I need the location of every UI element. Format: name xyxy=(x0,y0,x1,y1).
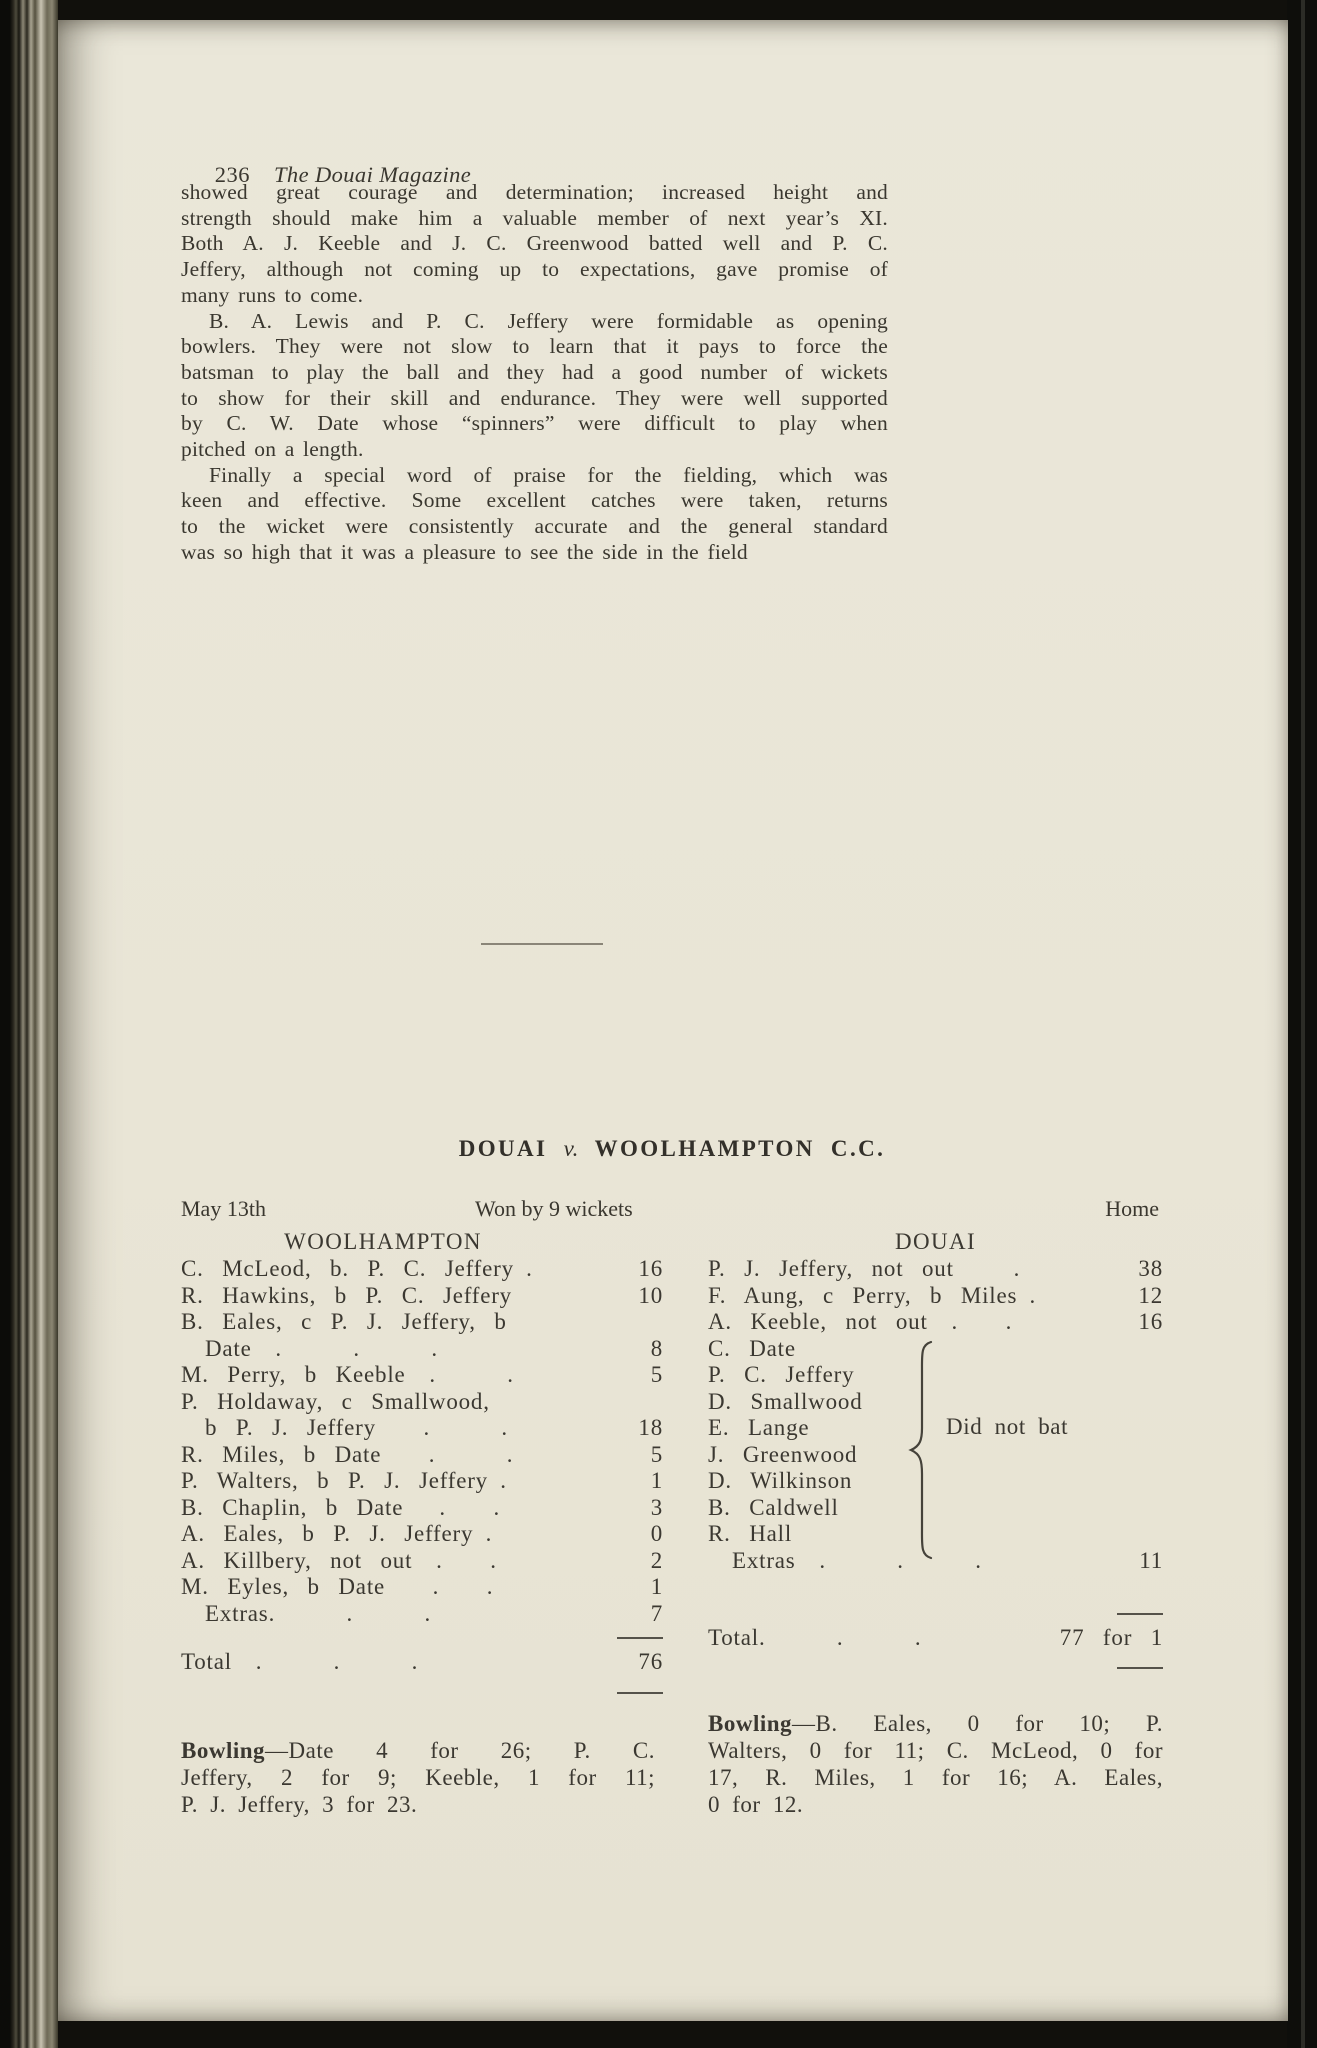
innings-heading: DOUAI xyxy=(894,1229,977,1254)
extras-label: Extras xyxy=(732,1547,796,1573)
body-line: was so high that it was a pleasure to see the side in the field xyxy=(181,539,748,564)
extras-score: 11 xyxy=(1139,1547,1163,1573)
leader-dots: . . . xyxy=(231,1649,419,1674)
batsman-name: B. Eales, c P. J. Jeffery, b xyxy=(181,1309,507,1334)
total-label: Total xyxy=(181,1649,232,1674)
batsman-score: 16 xyxy=(638,1256,663,1281)
leader-dots: . . xyxy=(927,1309,1013,1334)
body-line: batsman to play the ball and they had a good number of wickets xyxy=(181,359,888,384)
total-row xyxy=(708,1625,1163,1652)
batsman-row xyxy=(181,1389,663,1416)
match-date: May 13th xyxy=(181,1196,266,1221)
batsman-score: 0 xyxy=(650,1521,663,1546)
match-title-away-team: WOOLHAMPTON C.C. xyxy=(594,1136,886,1161)
book-page-edges xyxy=(0,0,58,2048)
match-title-vs: v. xyxy=(563,1136,579,1161)
leader-dots: . . xyxy=(385,1574,494,1599)
batsman-score: 38 xyxy=(1138,1256,1163,1281)
batsman-row xyxy=(181,1362,663,1389)
body-line: showed great courage and determination; increased height and xyxy=(181,180,888,204)
total-rule xyxy=(1117,1667,1163,1669)
bowling-line: P. J. Jeffery, 3 for 23. xyxy=(181,1792,418,1817)
body-line: many runs to come. xyxy=(181,282,364,307)
batsman-score: 5 xyxy=(650,1362,663,1387)
batsman-row xyxy=(181,1415,663,1442)
body-line: strength should make him a valuable member of next year’s XI. xyxy=(181,205,888,230)
total-row xyxy=(181,1649,663,1676)
bowling-label: Bowling xyxy=(181,1738,266,1763)
batsman-name: F. Aung, c Perry, b Miles xyxy=(708,1282,1018,1308)
batsman-name: D. Wilkinson xyxy=(708,1468,853,1493)
leader-dots: . . xyxy=(381,1441,514,1467)
batsman-name: A. Eales, b P. J. Jeffery xyxy=(181,1521,474,1546)
total-rule xyxy=(1117,1613,1163,1615)
batsman-name: C. McLeod, b. P. C. Jeffery xyxy=(181,1256,514,1281)
batsman-score: 3 xyxy=(650,1494,663,1520)
batsman-name: C. Date xyxy=(708,1335,796,1361)
leader-dots: . . xyxy=(375,1415,508,1440)
total-score: 77 for 1 xyxy=(1059,1625,1163,1650)
leader-dots: . . xyxy=(405,1362,514,1387)
leader-dots: . . xyxy=(412,1547,497,1573)
bowling-line xyxy=(181,1737,655,1764)
batsman-name: D. Smallwood xyxy=(708,1388,863,1414)
body-line: bowlers. They were not slow to learn that it pays to force the xyxy=(181,334,888,359)
batsman-name: R. Hawkins, b P. C. Jeffery xyxy=(181,1282,512,1308)
leader-dots: . . . xyxy=(251,1335,438,1361)
batsman-row xyxy=(708,1256,1163,1283)
bowling-note-douai-innings xyxy=(708,1710,1163,1818)
batsman-score: 12 xyxy=(1138,1282,1163,1308)
match-title xyxy=(181,1136,1163,1162)
bowling-line: 0 for 12. xyxy=(708,1792,804,1817)
body-line: to show for their skill and endurance. They were well supported xyxy=(181,385,888,410)
batsman-row xyxy=(181,1283,663,1310)
leader-dots: . . . xyxy=(268,1600,432,1626)
body-line: by C. W. Date whose “spinners” were difficult to play when xyxy=(181,411,888,436)
leader-dots: . xyxy=(1017,1282,1037,1308)
batsman-score: 5 xyxy=(650,1441,663,1467)
batsman-row xyxy=(181,1548,663,1575)
innings-woolhampton xyxy=(181,1228,663,1694)
batsman-name: J. Greenwood xyxy=(708,1441,858,1467)
total-score: 76 xyxy=(638,1649,663,1674)
leader-dots: . xyxy=(513,1256,533,1281)
batsman-score: 16 xyxy=(1138,1309,1163,1334)
batsman-row xyxy=(708,1309,1163,1336)
batsman-name: b P. J. Jeffery xyxy=(205,1415,376,1440)
body-line: keen and effective. Some excellent catches were taken, returns xyxy=(181,488,888,513)
batsman-score: 18 xyxy=(638,1415,663,1440)
bowling-line: Jeffery, 2 for 9; Keeble, 1 for 11; xyxy=(181,1765,655,1790)
batsman-name: P. Holdaway, c Smallwood, xyxy=(181,1388,490,1414)
body-line: pitched on a length. xyxy=(181,437,364,462)
batsman-score: 1 xyxy=(650,1468,663,1493)
bowling-note-woolhampton-innings xyxy=(181,1737,655,1818)
leader-dots: . . xyxy=(403,1494,501,1520)
leader-dots: . . . xyxy=(758,1625,922,1650)
bowling-line: 17, R. Miles, 1 for 16; A. Eales, xyxy=(708,1765,1163,1790)
body-line: to the wicket were consistently accurate and the general standard xyxy=(181,514,888,539)
body-text xyxy=(181,180,888,566)
batsman-score: 10 xyxy=(638,1282,663,1308)
bowling-text: —Date 4 for 26; P. C. xyxy=(265,1738,655,1763)
batsman-name: R. Miles, b Date xyxy=(181,1441,382,1467)
leader-dots: . xyxy=(953,1256,1021,1281)
total-rule xyxy=(617,1637,663,1639)
batsman-name: P. J. Jeffery, not out xyxy=(708,1256,954,1281)
bowling-text: —B. Eales, 0 for 10; P. xyxy=(792,1711,1163,1736)
magazine-title: The Douai Magazine xyxy=(274,162,472,187)
leader-dots: . xyxy=(473,1521,493,1546)
batsman-score: 1 xyxy=(650,1574,663,1599)
body-line: B. A. Lewis and P. C. Jeffery were formidable as opening xyxy=(209,308,888,333)
batsman-row xyxy=(181,1336,663,1363)
batsman-row xyxy=(181,1495,663,1522)
batsman-name: B. Caldwell xyxy=(708,1494,839,1520)
innings-heading: WOOLHAMPTON xyxy=(284,1229,482,1254)
batsman-name: E. Lange xyxy=(708,1415,810,1440)
match-result: Won by 9 wickets xyxy=(475,1196,633,1221)
batsman-row xyxy=(181,1309,663,1336)
did-not-bat-brace-icon xyxy=(906,1340,936,1560)
batsman-row xyxy=(181,1468,663,1495)
scan-right-border-line xyxy=(1301,0,1305,2048)
batsman-row xyxy=(708,1283,1163,1310)
body-line: Finally a special word of praise for the fielding, which was xyxy=(209,462,888,487)
body-line: Both A. J. Keeble and J. C. Greenwood batted well and P. C. xyxy=(181,231,888,256)
batsman-score: 8 xyxy=(650,1335,663,1361)
batsman-row xyxy=(181,1574,663,1601)
innings-douai xyxy=(708,1228,1163,1669)
match-meta xyxy=(181,1196,1163,1224)
batsman-name: R. Hall xyxy=(708,1521,793,1546)
batsman-score: 2 xyxy=(650,1547,663,1573)
bowling-label: Bowling xyxy=(708,1711,793,1736)
batsman-name: M. Perry, b Keeble xyxy=(181,1362,406,1387)
extras-row xyxy=(181,1601,663,1628)
batsman-name: M. Eyles, b Date xyxy=(181,1574,386,1599)
batsman-row xyxy=(181,1256,663,1283)
batsman-row xyxy=(181,1521,663,1548)
batsman-name: A. Keeble, not out xyxy=(708,1309,928,1334)
batsman-name: B. Chaplin, b Date xyxy=(181,1494,404,1520)
batsman-name: A. Killbery, not out xyxy=(181,1547,413,1573)
section-divider xyxy=(481,943,603,945)
total-label: Total xyxy=(708,1625,759,1650)
bowling-line xyxy=(708,1710,1163,1737)
batsman-name: Date xyxy=(205,1335,252,1361)
leader-dots: . xyxy=(487,1468,507,1493)
match-title-home-team: DOUAI xyxy=(458,1136,548,1161)
body-line: Jeffery, although not coming up to expectations, gave promise of xyxy=(181,257,888,282)
batsman-name: P. C. Jeffery xyxy=(708,1362,855,1387)
extras-label: Extras xyxy=(205,1600,269,1626)
did-not-bat-label: Did not bat xyxy=(946,1414,1069,1439)
batsman-name: P. Walters, b P. J. Jeffery xyxy=(181,1468,488,1493)
bowling-line: Walters, 0 for 11; C. McLeod, 0 for xyxy=(708,1738,1163,1763)
magazine-page xyxy=(58,20,1288,2021)
total-rule xyxy=(617,1692,663,1694)
leader-dots: . . . xyxy=(795,1547,982,1573)
batsman-row xyxy=(181,1442,663,1469)
page-number: 236 xyxy=(214,162,250,187)
extras-score: 7 xyxy=(650,1600,663,1626)
match-venue: Home xyxy=(1105,1196,1159,1221)
